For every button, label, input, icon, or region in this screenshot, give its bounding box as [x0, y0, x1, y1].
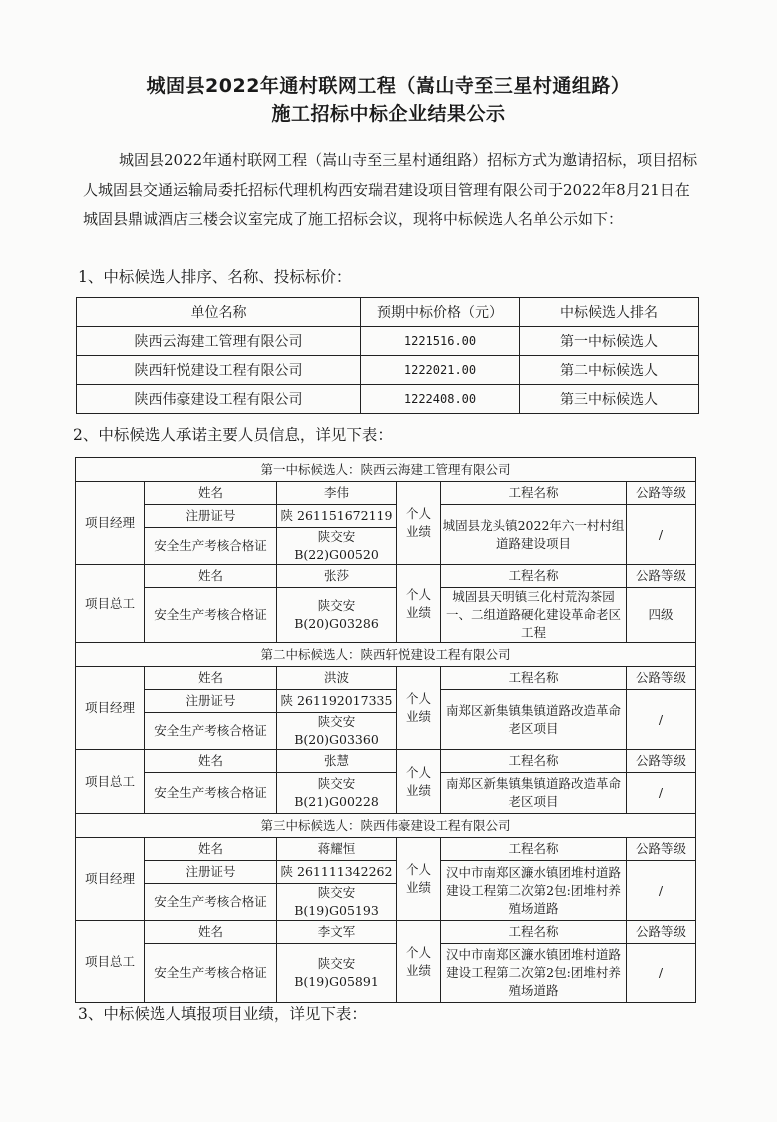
rank-cell: 第三中标候选人: [520, 385, 699, 414]
field-label: 工程名称: [441, 482, 627, 505]
section-1-heading: 1、中标候选人排序、名称、投标标价：: [78, 268, 352, 286]
project-name-value: 城固县龙头镇2022年六一村村组道路建设项目: [441, 505, 627, 565]
field-label: 工程名称: [441, 667, 627, 690]
field-label: 公路等级: [627, 838, 696, 861]
field-label: 安全生产考核合格证: [145, 773, 277, 814]
document-title-line2: 施工招标中标企业结果公示: [271, 103, 506, 125]
company-cell: 陕西伟豪建设工程有限公司: [77, 385, 361, 414]
road-grade-value: /: [627, 773, 696, 814]
header-rank: 中标候选人排名: [520, 298, 699, 327]
road-grade-value: /: [627, 505, 696, 565]
table-row: [77, 327, 699, 356]
field-label: 公路等级: [627, 750, 696, 773]
rank-cell: 第二中标候选人: [520, 356, 699, 385]
performance-label: 个人 业绩: [397, 667, 441, 750]
performance-label: 个人 业绩: [397, 838, 441, 921]
field-label: 工程名称: [441, 921, 627, 944]
price-cell: 1222021.00: [361, 356, 520, 385]
table-header-row: [77, 298, 699, 327]
person-name: 张慧: [277, 750, 397, 773]
safety-cert-value: 陕交安 B(20)G03360: [277, 713, 397, 750]
project-name-value: 南郑区新集镇集镇道路改造革命老区项目: [441, 690, 627, 750]
safety-cert-value: 陕交安 B(19)G05891: [277, 944, 397, 1003]
field-label: 注册证号: [145, 505, 277, 528]
table-row: [77, 385, 699, 414]
role-label: 项目总工: [76, 565, 145, 643]
road-grade-value: 四级: [627, 588, 696, 643]
road-grade-value: /: [627, 861, 696, 921]
field-label: 安全生产考核合格证: [145, 588, 277, 643]
field-label: 工程名称: [441, 838, 627, 861]
field-label: 安全生产考核合格证: [145, 884, 277, 921]
field-label: 公路等级: [627, 482, 696, 505]
performance-label: 个人 业绩: [397, 921, 441, 1003]
role-label: 项目总工: [76, 750, 145, 814]
safety-cert-value: 陕交安 B(21)G00228: [277, 773, 397, 814]
project-name-value: 汉中市南郑区濂水镇团堆村道路建设工程第二次第2包:团堆村养殖场道路: [441, 944, 627, 1003]
intro-paragraph: 城固县2022年通村联网工程（嵩山寺至三星村通组路）招标方式为邀请招标，项目招标人城固县交通运输局委托招标代理机构西安瑞君建设项目管理有限公司于2022年8月21日在城固县鼎诚酒店三楼会议室完成了施工招标会议，现将中标候选人名单公示如下：: [83, 151, 698, 228]
field-label: 姓名: [145, 565, 277, 588]
person-name: 洪波: [277, 667, 397, 690]
field-label: 工程名称: [441, 565, 627, 588]
project-name-value: 汉中市南郑区濂水镇团堆村道路建设工程第二次第2包:团堆村养殖场道路: [441, 861, 627, 921]
person-name: 李伟: [277, 482, 397, 505]
candidate-header: 第三中标候选人：陕西伟豪建设工程有限公司: [76, 814, 696, 838]
field-label: 公路等级: [627, 667, 696, 690]
person-name: 张莎: [277, 565, 397, 588]
person-name: 蒋耀恒: [277, 838, 397, 861]
header-price: 预期中标价格（元）: [361, 298, 520, 327]
field-label: 安全生产考核合格证: [145, 528, 277, 565]
table-row: [77, 356, 699, 385]
safety-cert-value: 陕交安 B(20)G03286: [277, 588, 397, 643]
bid-price-table: [76, 297, 699, 414]
project-name-value: 南郑区新集镇集镇道路改造革命老区项目: [441, 773, 627, 814]
field-label: 姓名: [145, 838, 277, 861]
field-label: 公路等级: [627, 565, 696, 588]
field-label: 姓名: [145, 482, 277, 505]
price-cell: 1222408.00: [361, 385, 520, 414]
reg-no-value: 陕 261192017335: [277, 690, 397, 713]
safety-cert-value: 陕交安 B(22)G00520: [277, 528, 397, 565]
project-name-value: 城固县天明镇三化村荒沟茶园一、二组道路硬化建设革命老区工程: [441, 588, 627, 643]
candidate-header: 第一中标候选人：陕西云海建工管理有限公司: [76, 458, 696, 482]
performance-label: 个人 业绩: [397, 565, 441, 643]
header-company: 单位名称: [77, 298, 361, 327]
performance-label: 个人 业绩: [397, 750, 441, 814]
reg-no-value: 陕 261111342262: [277, 861, 397, 884]
field-label: 工程名称: [441, 750, 627, 773]
performance-label: 个人 业绩: [397, 482, 441, 565]
role-label: 项目经理: [76, 838, 145, 921]
road-grade-value: /: [627, 690, 696, 750]
role-label: 项目经理: [76, 482, 145, 565]
candidate-header: 第二中标候选人：陕西轩悦建设工程有限公司: [76, 643, 696, 667]
company-cell: 陕西云海建工管理有限公司: [77, 327, 361, 356]
company-cell: 陕西轩悦建设工程有限公司: [77, 356, 361, 385]
document-title-line1: 城固县2022年通村联网工程（嵩山寺至三星村通组路）: [146, 75, 631, 97]
road-grade-value: /: [627, 944, 696, 1003]
safety-cert-value: 陕交安 B(19)G05193: [277, 884, 397, 921]
field-label: 公路等级: [627, 921, 696, 944]
field-label: 注册证号: [145, 690, 277, 713]
field-label: 安全生产考核合格证: [145, 944, 277, 1003]
field-label: 安全生产考核合格证: [145, 713, 277, 750]
price-cell: 1221516.00: [361, 327, 520, 356]
reg-no-value: 陕 261151672119: [277, 505, 397, 528]
section-3-heading: 3、中标候选人填报项目业绩，详见下表：: [78, 1005, 367, 1023]
field-label: 注册证号: [145, 861, 277, 884]
role-label: 项目总工: [76, 921, 145, 1003]
section-2-heading: 2、中标候选人承诺主要人员信息，详见下表：: [73, 426, 393, 444]
personnel-table: [75, 457, 696, 1003]
field-label: 姓名: [145, 750, 277, 773]
person-name: 李文军: [277, 921, 397, 944]
field-label: 姓名: [145, 667, 277, 690]
field-label: 姓名: [145, 921, 277, 944]
role-label: 项目经理: [76, 667, 145, 750]
rank-cell: 第一中标候选人: [520, 327, 699, 356]
